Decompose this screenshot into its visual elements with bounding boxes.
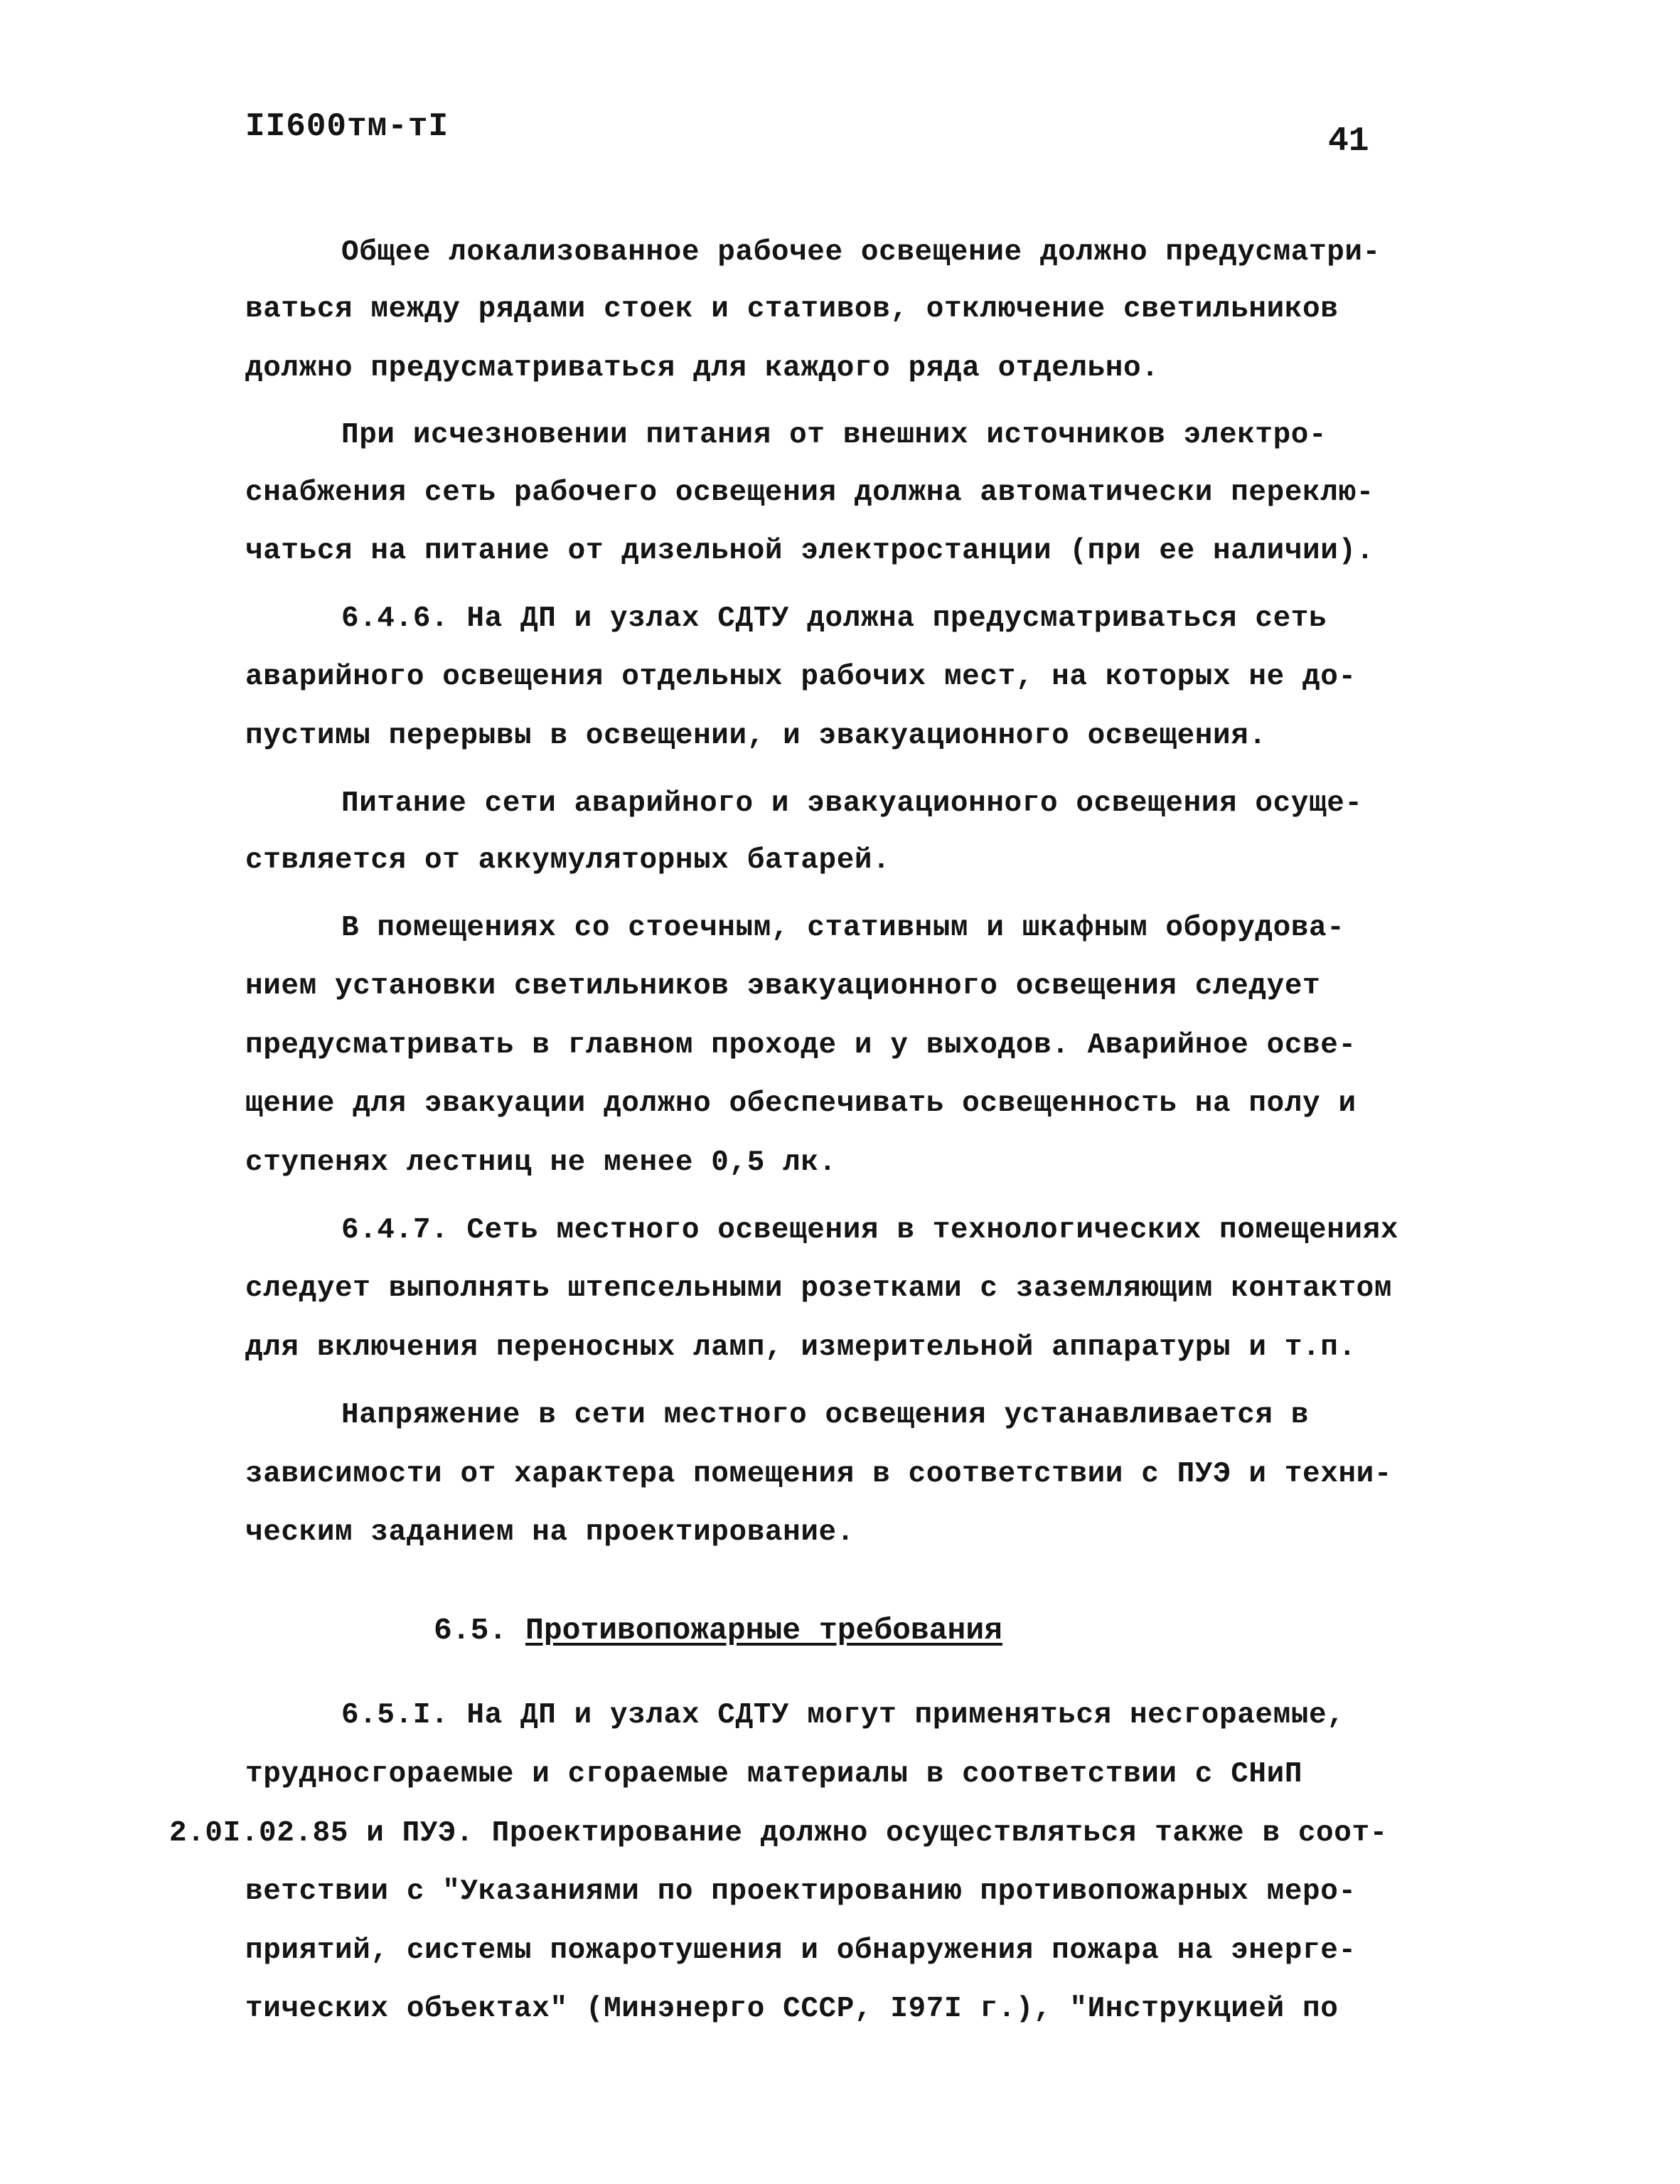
text-line: 6.4.6. На ДП и узлах СДТУ должна предусматриваться сеть bbox=[341, 602, 1327, 635]
text-line: аварийного освещения отдельных рабочих мест, на которых не до- bbox=[245, 661, 1357, 693]
text-line: должно предусматриваться для каждого ряда отдельно. bbox=[245, 352, 1160, 385]
text-line: 6.5.I. На ДП и узлах СДТУ могут применяться несгораемые, bbox=[341, 1699, 1345, 1732]
text-line: ствляется от аккумуляторных батарей. bbox=[245, 844, 891, 877]
text-line: тических объектах" (Минэнерго СССР, I97I г.), "Инструкцией по bbox=[245, 1993, 1339, 2025]
text-line: чаться на питание от дизельной электростанции (при ее наличии). bbox=[245, 535, 1374, 568]
section-title: Противопожарные требования bbox=[525, 1613, 1002, 1648]
text-line: пустимы перерывы в освещении, и эвакуационного освещения. bbox=[245, 720, 1267, 752]
text-line: нием установки светильников эвакуационного освещения следует bbox=[245, 970, 1321, 1003]
text-line: снабжения сеть рабочего освещения должна автоматически переклю- bbox=[245, 476, 1374, 509]
text-line: трудносгораемые и сгораемые материалы в соответствии с СНиП bbox=[245, 1758, 1303, 1791]
section-number: 6.5. bbox=[434, 1613, 508, 1648]
page-number: 41 bbox=[1328, 122, 1369, 161]
text-line: В помещениях со стоечным, стативным и шкафным оборудова- bbox=[341, 912, 1345, 944]
text-line: ваться между рядами стоек и стативов, отключение светильников bbox=[245, 293, 1339, 326]
text-line: Питание сети аварийного и эвакуационного освещения осуще- bbox=[341, 787, 1363, 820]
text-line: 6.4.7. Сеть местного освещения в технологических помещениях bbox=[341, 1214, 1399, 1247]
text-line: предусматривать в главном проходе и у выходов. Аварийное осве- bbox=[245, 1029, 1357, 1062]
document-code: II600тм-тI bbox=[245, 108, 449, 145]
text-line: ступенях лестниц не менее 0,5 лк. bbox=[245, 1146, 837, 1179]
text-line: Общее локализованное рабочее освещение должно предусматри- bbox=[341, 236, 1381, 269]
text-line: приятий, системы пожаротушения и обнаружения пожара на энерге- bbox=[245, 1934, 1357, 1967]
section-heading bbox=[434, 1613, 1002, 1648]
text-line: При исчезновении питания от внешних источников электро- bbox=[341, 419, 1327, 452]
text-line: 2.0I.02.85 и ПУЭ. Проектирование должно осуществляться также в соот- bbox=[169, 1817, 1388, 1850]
text-line: ческим заданием на проектирование. bbox=[245, 1516, 855, 1549]
text-line: щение для эвакуации должно обеспечивать освещенность на полу и bbox=[245, 1087, 1357, 1120]
text-line: для включения переносных ламп, измерительной аппаратуры и т.п. bbox=[245, 1331, 1357, 1364]
text-line: ветствии с "Указаниями по проектированию противопожарных меро- bbox=[245, 1875, 1357, 1908]
text-line: зависимости от характера помещения в соответствии с ПУЭ и техни- bbox=[245, 1458, 1393, 1491]
text-line: Напряжение в сети местного освещения устанавливается в bbox=[341, 1399, 1310, 1432]
text-line: следует выполнять штепсельными розетками с заземляющим контактом bbox=[245, 1272, 1393, 1305]
